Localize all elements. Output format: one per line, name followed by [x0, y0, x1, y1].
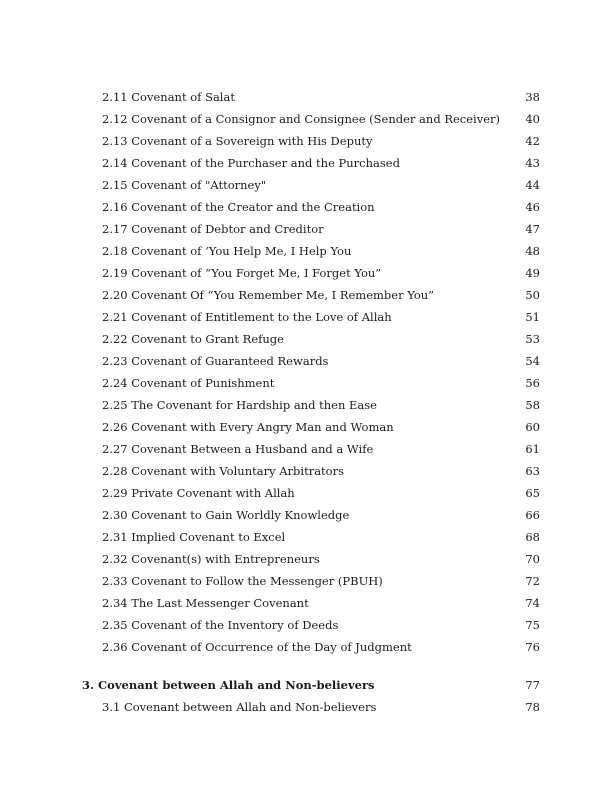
toc-entry[interactable] [0, 594, 600, 612]
toc-entry[interactable] [0, 396, 600, 414]
toc-entry-page: 60 [525, 420, 540, 434]
toc-entry-title: 2.21 Covenant of Entitlement to the Love of Allah [102, 310, 392, 324]
toc-entry-page: 49 [525, 266, 540, 280]
toc-entry-page: 53 [525, 332, 540, 346]
toc-entry-page: 72 [525, 574, 540, 588]
toc-entry[interactable] [0, 616, 600, 634]
toc-entry-page: 70 [525, 552, 540, 566]
toc-entry-title: 2.25 The Covenant for Hardship and then Ease [102, 398, 377, 412]
toc-entry-title: 2.12 Covenant of a Consignor and Consignee (Sender and Receiver) [102, 112, 501, 126]
toc-entry-page: 56 [525, 376, 540, 390]
toc-entry-page: 65 [525, 486, 540, 500]
toc-entry[interactable] [0, 132, 600, 150]
toc-entry-title: 2.36 Covenant of Occurrence of the Day of Judgment [102, 640, 412, 654]
toc-entry[interactable] [0, 352, 600, 370]
toc-entry-title: 3.1 Covenant between Allah and Non-believers [102, 700, 377, 714]
toc-entry-page: 46 [525, 200, 540, 214]
toc-entry-page: 48 [525, 244, 540, 258]
toc-entry-page: 78 [525, 700, 540, 714]
toc-entry-title: 2.30 Covenant to Gain Worldly Knowledge [102, 508, 350, 522]
toc-entry-page: 66 [525, 508, 540, 522]
toc-entry-title: 2.33 Covenant to Follow the Messenger (PBUH) [102, 574, 383, 588]
toc-entry-title: 2.32 Covenant(s) with Entrepreneurs [102, 552, 320, 566]
toc-entry[interactable] [0, 110, 600, 128]
toc-entry[interactable] [0, 418, 600, 436]
toc-entry-title: 2.13 Covenant of a Sovereign with His Deputy [102, 134, 373, 148]
toc-entry-title: 2.19 Covenant of “You Forget Me, I Forget You” [102, 266, 382, 280]
toc-entry[interactable] [0, 176, 600, 194]
toc-entry[interactable] [0, 484, 600, 502]
toc-entry-page: 51 [525, 310, 540, 324]
toc-entry-title: 2.11 Covenant of Salat [102, 90, 235, 104]
toc-entry-page: 54 [525, 354, 540, 368]
toc-entry[interactable] [0, 698, 600, 716]
toc-entry-page: 75 [525, 618, 540, 632]
toc-entry[interactable] [0, 440, 600, 458]
toc-entry[interactable] [0, 88, 600, 106]
toc-entry[interactable] [0, 286, 600, 304]
toc-entry-title: 2.29 Private Covenant with Allah [102, 486, 295, 500]
toc-entry-page: 61 [525, 442, 540, 456]
toc-entry-title: 2.17 Covenant of Debtor and Creditor [102, 222, 324, 236]
toc-entry-page: 40 [525, 112, 540, 126]
toc-chapter-entry[interactable] [0, 676, 600, 694]
toc-entry-title: 2.34 The Last Messenger Covenant [102, 596, 309, 610]
toc-entry-title: 2.22 Covenant to Grant Refuge [102, 332, 284, 346]
toc-entry-page: 50 [525, 288, 540, 302]
toc-entry-page: 74 [525, 596, 540, 610]
toc-entry-title: 2.26 Covenant with Every Angry Man and Woman [102, 420, 394, 434]
toc-entry-title: 2.18 Covenant of ‘You Help Me, I Help You [102, 244, 352, 258]
toc-entry-title: 2.28 Covenant with Voluntary Arbitrators [102, 464, 344, 478]
toc-chapter-title: 3. Covenant between Allah and Non-believers [82, 678, 375, 692]
toc-entry[interactable] [0, 154, 600, 172]
toc-entry-title: 2.14 Covenant of the Purchaser and the Purchased [102, 156, 400, 170]
toc-entry-page: 58 [525, 398, 540, 412]
toc-entry-page: 43 [525, 156, 540, 170]
toc-entry-page: 63 [525, 464, 540, 478]
toc-entry[interactable] [0, 572, 600, 590]
toc-entry[interactable] [0, 462, 600, 480]
toc-entry[interactable] [0, 638, 600, 656]
toc-entry[interactable] [0, 308, 600, 326]
toc-entry[interactable] [0, 550, 600, 568]
toc-entry[interactable] [0, 198, 600, 216]
toc-entry-page: 76 [525, 640, 540, 654]
toc-entry-title: 2.23 Covenant of Guaranteed Rewards [102, 354, 329, 368]
toc-entry-page: 44 [525, 178, 540, 192]
toc-entry[interactable] [0, 374, 600, 392]
toc-entry-title: 2.16 Covenant of the Creator and the Creation [102, 200, 375, 214]
toc-entry-title: 2.24 Covenant of Punishment [102, 376, 275, 390]
toc-entry-title: 2.27 Covenant Between a Husband and a Wife [102, 442, 374, 456]
toc-entry-page: 38 [525, 90, 540, 104]
toc-entry-title: 2.31 Implied Covenant to Excel [102, 530, 286, 544]
toc-entry-title: 2.20 Covenant Of “You Remember Me, I Remember You” [102, 288, 435, 302]
toc-entry[interactable] [0, 264, 600, 282]
toc-entry[interactable] [0, 528, 600, 546]
toc-entry[interactable] [0, 220, 600, 238]
toc-chapter-page: 77 [525, 678, 540, 692]
toc-entry[interactable] [0, 506, 600, 524]
toc-entry-page: 47 [525, 222, 540, 236]
toc-entry-title: 2.15 Covenant of "Attorney" [102, 178, 267, 192]
toc-entry[interactable] [0, 242, 600, 260]
toc-entry[interactable] [0, 330, 600, 348]
toc-entry-page: 42 [525, 134, 540, 148]
toc-entry-title: 2.35 Covenant of the Inventory of Deeds [102, 618, 339, 632]
toc-entry-page: 68 [525, 530, 540, 544]
